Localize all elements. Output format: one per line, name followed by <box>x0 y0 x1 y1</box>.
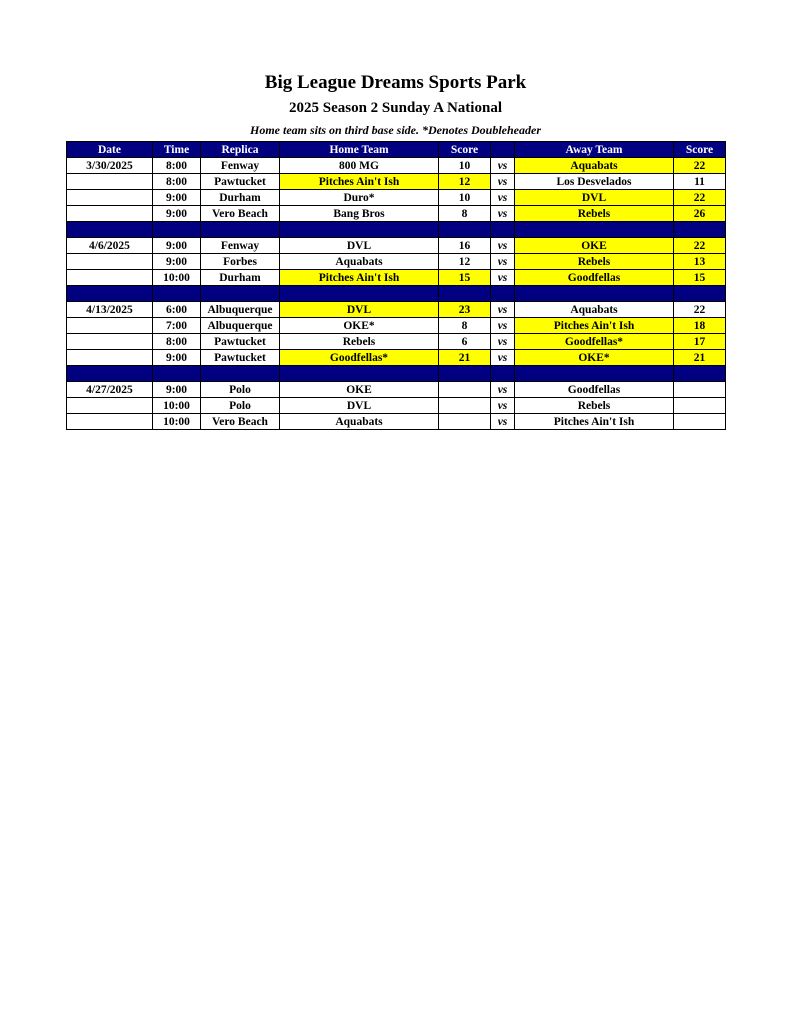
separator-cell <box>674 366 726 382</box>
away-team-cell: Aquabats <box>515 302 674 318</box>
home-team-cell: Goodfellas* <box>280 350 439 366</box>
away-team-cell: Pitches Ain't Ish <box>515 414 674 430</box>
schedule-body <box>67 158 726 430</box>
away-score-cell: 22 <box>674 158 726 174</box>
game-row <box>67 254 726 270</box>
vs-cell: vs <box>491 414 515 430</box>
away-team-cell: DVL <box>515 190 674 206</box>
game-row <box>67 158 726 174</box>
replica-cell: Forbes <box>201 254 280 270</box>
away-team-cell: Goodfellas <box>515 270 674 286</box>
game-row <box>67 414 726 430</box>
replica-cell: Polo <box>201 382 280 398</box>
away-score-cell <box>674 382 726 398</box>
game-row <box>67 382 726 398</box>
separator-cell <box>515 366 674 382</box>
away-score-cell <box>674 414 726 430</box>
home-team-cell: Rebels <box>280 334 439 350</box>
away-score-cell: 15 <box>674 270 726 286</box>
away-team-cell: Pitches Ain't Ish <box>515 318 674 334</box>
date-cell <box>67 254 153 270</box>
home-team-cell: Aquabats <box>280 254 439 270</box>
away-score-cell: 13 <box>674 254 726 270</box>
home-score-cell <box>439 382 491 398</box>
game-row <box>67 334 726 350</box>
game-row <box>67 206 726 222</box>
date-cell <box>67 414 153 430</box>
time-cell: 8:00 <box>153 174 201 190</box>
date-cell <box>67 270 153 286</box>
date-cell: 4/6/2025 <box>67 238 153 254</box>
vs-cell: vs <box>491 254 515 270</box>
separator-cell <box>439 366 491 382</box>
home-score-cell: 15 <box>439 270 491 286</box>
vs-cell: vs <box>491 350 515 366</box>
home-score-cell: 12 <box>439 174 491 190</box>
away-score-cell: 22 <box>674 190 726 206</box>
col-header-home-score: Score <box>439 142 491 158</box>
time-cell: 7:00 <box>153 318 201 334</box>
col-header-away-team: Away Team <box>515 142 674 158</box>
home-score-cell: 23 <box>439 302 491 318</box>
home-score-cell: 6 <box>439 334 491 350</box>
date-cell <box>67 318 153 334</box>
replica-cell: Vero Beach <box>201 414 280 430</box>
game-row <box>67 238 726 254</box>
replica-cell: Pawtucket <box>201 350 280 366</box>
col-header-home-team: Home Team <box>280 142 439 158</box>
home-team-cell: Pitches Ain't Ish <box>280 270 439 286</box>
home-score-cell: 12 <box>439 254 491 270</box>
separator-cell <box>674 286 726 302</box>
col-header-time: Time <box>153 142 201 158</box>
replica-cell: Pawtucket <box>201 334 280 350</box>
vs-cell: vs <box>491 382 515 398</box>
separator-cell <box>67 222 153 238</box>
home-team-cell: DVL <box>280 398 439 414</box>
game-row <box>67 302 726 318</box>
page-title: Big League Dreams Sports Park <box>264 72 527 93</box>
vs-cell: vs <box>491 302 515 318</box>
home-score-cell: 10 <box>439 190 491 206</box>
away-team-cell: Los Desvelados <box>515 174 674 190</box>
separator-cell <box>439 222 491 238</box>
home-score-cell: 8 <box>439 318 491 334</box>
separator-cell <box>153 286 201 302</box>
date-cell <box>67 190 153 206</box>
vs-cell: vs <box>491 270 515 286</box>
separator-cell <box>201 222 280 238</box>
schedule-table <box>66 141 726 430</box>
game-row <box>67 350 726 366</box>
date-cell: 3/30/2025 <box>67 158 153 174</box>
home-team-cell: Duro* <box>280 190 439 206</box>
replica-cell: Pawtucket <box>201 174 280 190</box>
home-team-cell: 800 MG <box>280 158 439 174</box>
time-cell: 10:00 <box>153 414 201 430</box>
separator-cell <box>491 222 515 238</box>
home-team-cell: DVL <box>280 302 439 318</box>
home-team-cell: OKE <box>280 382 439 398</box>
date-cell: 4/13/2025 <box>67 302 153 318</box>
game-row <box>67 174 726 190</box>
separator-cell <box>280 222 439 238</box>
replica-cell: Albuquerque <box>201 302 280 318</box>
col-header-date: Date <box>67 142 153 158</box>
replica-cell: Durham <box>201 270 280 286</box>
vs-cell: vs <box>491 318 515 334</box>
replica-cell: Durham <box>201 190 280 206</box>
vs-cell: vs <box>491 398 515 414</box>
time-cell: 10:00 <box>153 398 201 414</box>
table-header-row <box>67 142 726 158</box>
separator-cell <box>280 286 439 302</box>
away-score-cell: 21 <box>674 350 726 366</box>
time-cell: 9:00 <box>153 190 201 206</box>
vs-cell: vs <box>491 190 515 206</box>
page-subtitle: 2025 Season 2 Sunday A National <box>289 100 502 116</box>
date-cell <box>67 398 153 414</box>
doubleheader-note: Home team sits on third base side. *Denotes Doubleheader <box>250 123 541 137</box>
vs-cell: vs <box>491 238 515 254</box>
separator-cell <box>439 286 491 302</box>
away-score-cell <box>674 398 726 414</box>
separator-cell <box>153 366 201 382</box>
home-score-cell <box>439 414 491 430</box>
col-header-vs <box>491 142 515 158</box>
replica-cell: Fenway <box>201 238 280 254</box>
date-cell <box>67 350 153 366</box>
time-cell: 8:00 <box>153 334 201 350</box>
away-team-cell: Goodfellas* <box>515 334 674 350</box>
vs-cell: vs <box>491 174 515 190</box>
separator-cell <box>515 222 674 238</box>
separator-cell <box>201 366 280 382</box>
time-cell: 9:00 <box>153 382 201 398</box>
away-score-cell: 11 <box>674 174 726 190</box>
separator-cell <box>491 286 515 302</box>
vs-cell: vs <box>491 206 515 222</box>
game-row <box>67 318 726 334</box>
game-row <box>67 270 726 286</box>
time-cell: 9:00 <box>153 254 201 270</box>
game-row <box>67 398 726 414</box>
week-separator-row <box>67 366 726 382</box>
separator-cell <box>491 366 515 382</box>
week-separator-row <box>67 222 726 238</box>
away-team-cell: Rebels <box>515 398 674 414</box>
away-team-cell: OKE* <box>515 350 674 366</box>
away-team-cell: Rebels <box>515 206 674 222</box>
separator-cell <box>201 286 280 302</box>
away-score-cell: 22 <box>674 302 726 318</box>
time-cell: 9:00 <box>153 206 201 222</box>
away-team-cell: Aquabats <box>515 158 674 174</box>
home-score-cell: 10 <box>439 158 491 174</box>
col-header-replica: Replica <box>201 142 280 158</box>
time-cell: 9:00 <box>153 350 201 366</box>
away-score-cell: 26 <box>674 206 726 222</box>
vs-cell: vs <box>491 158 515 174</box>
date-cell <box>67 174 153 190</box>
home-score-cell: 16 <box>439 238 491 254</box>
vs-cell: vs <box>491 334 515 350</box>
separator-cell <box>674 222 726 238</box>
away-score-cell: 22 <box>674 238 726 254</box>
away-team-cell: OKE <box>515 238 674 254</box>
away-team-cell: Goodfellas <box>515 382 674 398</box>
home-score-cell <box>439 398 491 414</box>
date-cell <box>67 334 153 350</box>
time-cell: 6:00 <box>153 302 201 318</box>
home-score-cell: 8 <box>439 206 491 222</box>
home-score-cell: 21 <box>439 350 491 366</box>
separator-cell <box>153 222 201 238</box>
replica-cell: Albuquerque <box>201 318 280 334</box>
time-cell: 10:00 <box>153 270 201 286</box>
time-cell: 8:00 <box>153 158 201 174</box>
away-score-cell: 18 <box>674 318 726 334</box>
week-separator-row <box>67 286 726 302</box>
replica-cell: Polo <box>201 398 280 414</box>
separator-cell <box>515 286 674 302</box>
col-header-away-score: Score <box>674 142 726 158</box>
separator-cell <box>280 366 439 382</box>
home-team-cell: OKE* <box>280 318 439 334</box>
home-team-cell: Bang Bros <box>280 206 439 222</box>
separator-cell <box>67 366 153 382</box>
game-row <box>67 190 726 206</box>
separator-cell <box>67 286 153 302</box>
home-team-cell: Pitches Ain't Ish <box>280 174 439 190</box>
time-cell: 9:00 <box>153 238 201 254</box>
date-cell: 4/27/2025 <box>67 382 153 398</box>
away-score-cell: 17 <box>674 334 726 350</box>
home-team-cell: Aquabats <box>280 414 439 430</box>
replica-cell: Vero Beach <box>201 206 280 222</box>
date-cell <box>67 206 153 222</box>
away-team-cell: Rebels <box>515 254 674 270</box>
home-team-cell: DVL <box>280 238 439 254</box>
replica-cell: Fenway <box>201 158 280 174</box>
